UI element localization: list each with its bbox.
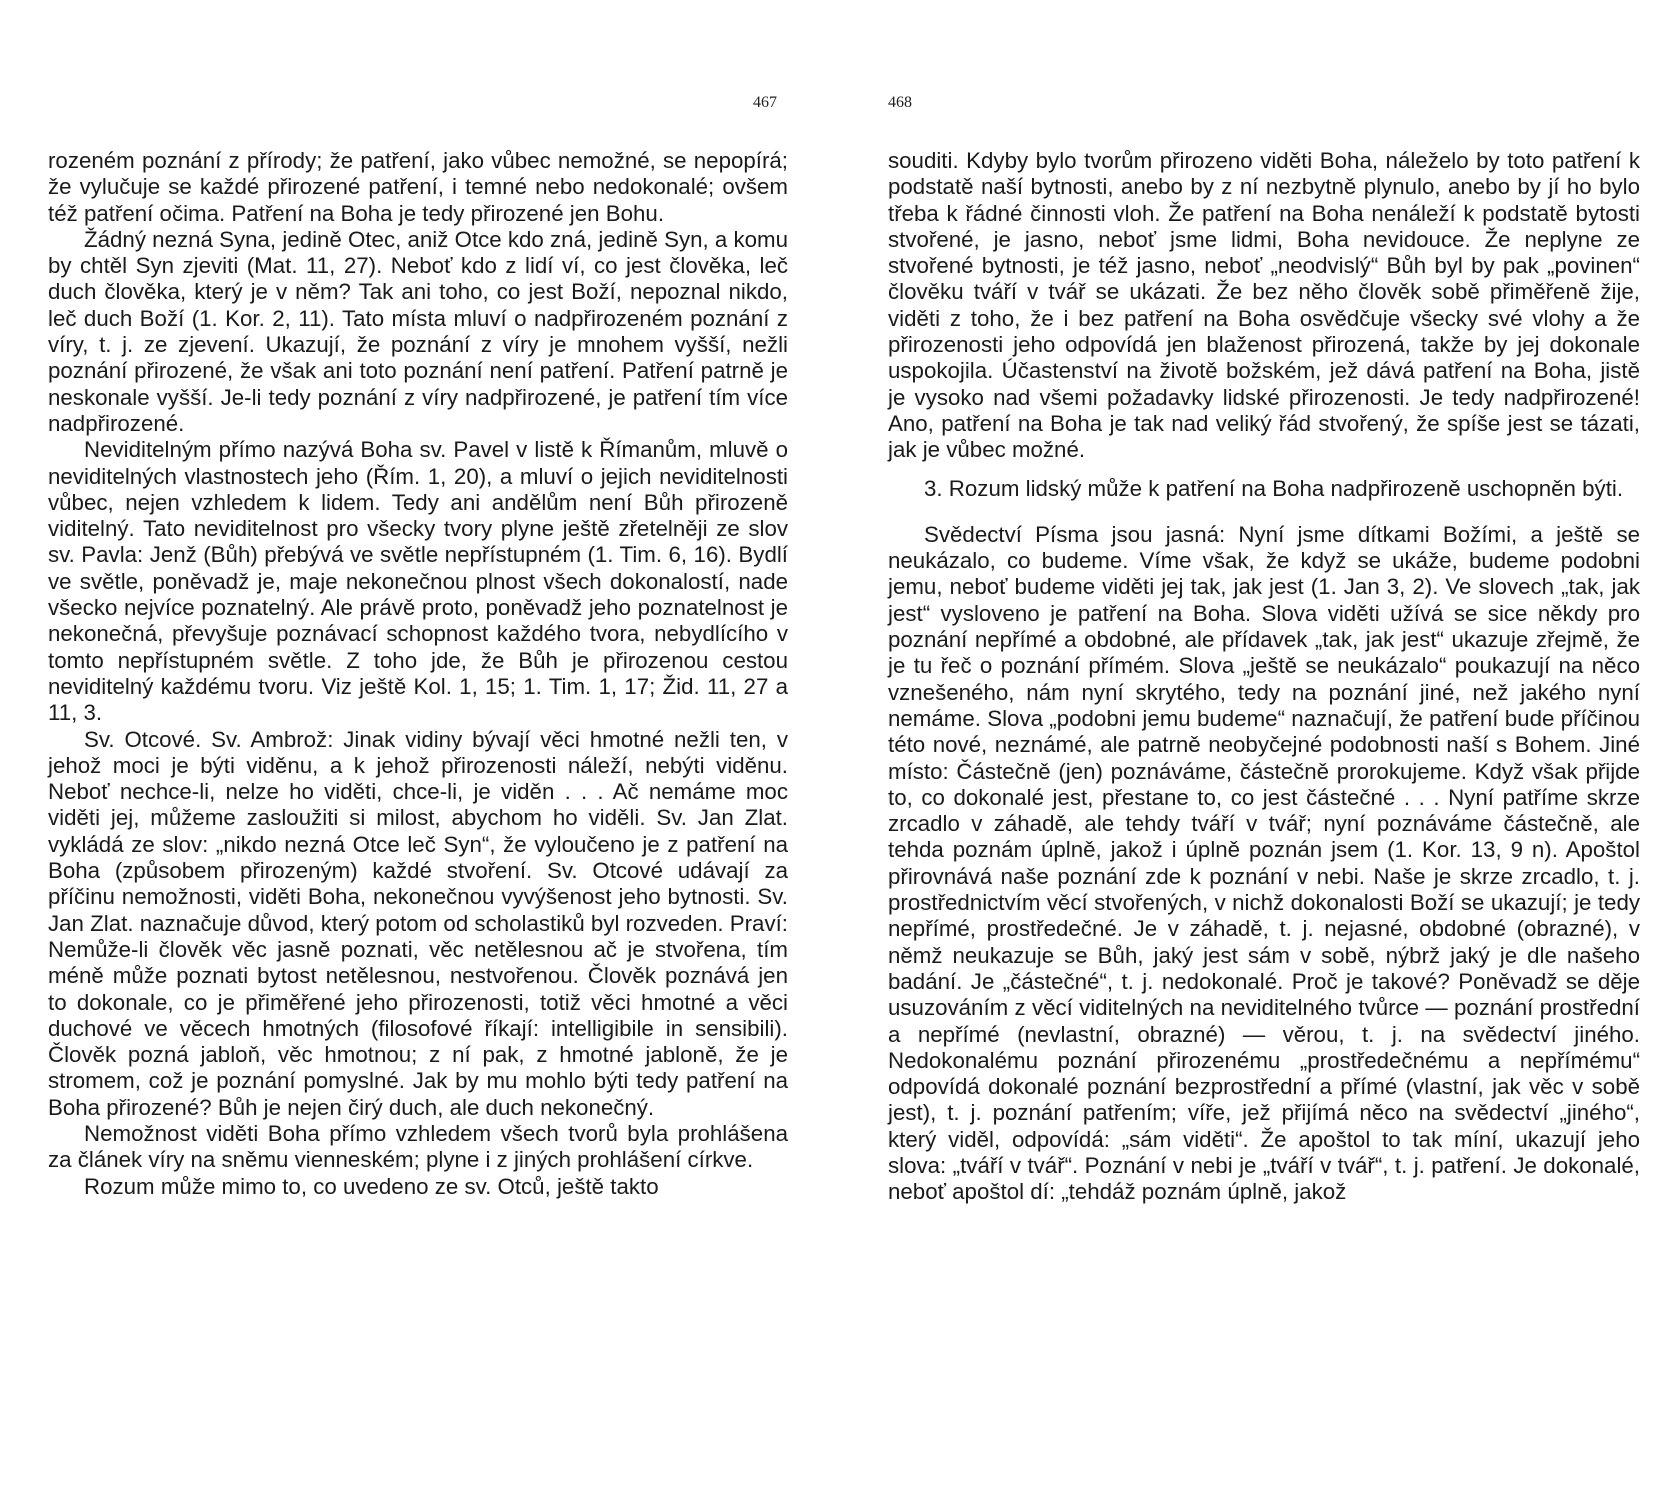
- left-page: [48, 0, 788, 1500]
- paragraph: Nemožnost viděti Boha přímo vzhledem všech tvorů byla prohlášena za článek víry na sněmu vienneském; plyne i z jiných prohlášení církve.: [48, 1120, 788, 1173]
- paragraph: Sv. Otcové. Sv. Ambrož: Jinak vidiny bývají věci hmotné nežli ten, v jehož moci je býti viděnu, a k jehož přirozenosti náleží, nebýti viděnu. Neboť nechce-li, nelze ho viděti, chce-li, je viděn . . . Ač nemáme moc viděti jej, můžeme zasloužiti si milost, abychom ho viděli. Sv. Jan Zlat. vykládá ze slov: „nikdo nezná Otce leč Syn“, že vyloučeno je z patření na Boha (způsobem přirozeným) každé stvoření. Sv. Otcové udávají za příčinu nemožnosti, viděti Boha, nekonečnou vyvýšenost jeho bytnosti. Sv. Jan Zlat. naznačuje důvod, který potom od scholastiků byl rozveden. Praví: Nemůže-li člověk věc jasně poznati, věc netělesnou ač je stvořena, tím méně může poznati bytost netělesnou, nestvořenou. Člověk poznává jen to dokonale, co je přiměřené jeho přirozenosti, totiž věci hmotné a věci duchové ve věcech hmotných (filosofové říkají: intelligibile in sensibili). Člověk pozná jabloň, věc hmotnou; z ní pak, z hmotné jabloně, že je stromem, což je poznání pomyslné. Jak by mu mohlo býti tedy patření na Boha přirozené? Bůh je nejen čirý duch, ale duch nekonečný.: [48, 726, 788, 1120]
- paragraph: Rozum může mimo to, co uvedeno ze sv. Otců, ještě takto: [84, 1173, 659, 1199]
- right-page-text: [888, 148, 1640, 1206]
- paragraph: rozeném poznání z přírody; že patření, jako vůbec nemožné, se nepopírá; že vylučuje se každé přirozené patření, i temné nebo nedokonalé; ovšem též patření očima. Patření na Boha je tedy přirozené jen Bohu.: [48, 148, 788, 226]
- right-page: [888, 0, 1640, 1500]
- paragraph: Svědectví Písma jsou jasná: Nyní jsme dítkami Božími, a ještě se neukázalo, co budeme. Víme však, že když se ukáže, budeme podobni jemu, neboť budeme viděti jej tak, jak jest (1. Jan 3, 2). Ve slovech „tak, jak jest“ vysloveno je patření na Boha. Slova viděti užívá se sice někdy pro poznání nepřímé a obdobné, ale přídavek „tak, jak jest“ ukazuje zřejmě, že je tu řeč o poznání přímém. Slova „ještě se neukázalo“ poukazují na něco vznešeného, nám nyní skrytého, tedy na poznání jiné, než jakého nyní nemáme. Slova „podobni jemu budeme“ naznačují, že patření bude příčinou této nové, neznámé, ale patrně neobyčejné podobnosti naší s Bohem. Jiné místo: Částečně (jen) poznáváme, částečně prorokujeme. Když však přijde to, co dokonalé jest, přestane to, co jest částečné . . . Nyní patříme skrze zrcadlo v záhadě, ale tehdy tváří v tvář; nyní poznáváme částečně, ale tehda poznám úplně, jakož i úplně poznán jsem (1. Kor. 13, 9 n). Apoštol přirovnává naše poznání zde k poznání v nebi. Naše je skrze zrcadlo, t. j. prostřednictvím věcí stvořených, v nichž dokonalosti Boží se ukazují; je tedy nepřímé, prostředečné. Je v záhadě, t. j. nejasné, obdobné (obrazné), v němž neukazuje se Bůh, jaký jest sám v sobě, nýbrž jaký je dle našeho badání. Je „částečné“, t. j. nedokonalé. Proč je takové? Poněvadž se děje usuzováním z věcí viditelných na neviditelného tvůrce — poznání prostřední a nepřímé (nevlastní, obrazné) — věrou, t. j. na svědectví jiného. Nedokonalému poznání přirozenému „prostředečnému a nepřímému“ odpovídá dokonalé poznání bezprostřední a přímé (vlastní, jak věc v sobě jest), t. j. poznání patřením; víře, jež přijímá něco na svědectví „jiného“, který viděl, odpovídá: „sám viděti“. Že apoštol to tak míní, ukazují jeho slova: „tváří v tvář“. Poznání v nebi je „tváří v tvář“, t. j. patření. Je dokonalé, neboť apoštol dí: „tehdáž poznám úplně, jakož: [888, 521, 1640, 1205]
- paragraph: Žádný nezná Syna, jedině Otec, aniž Otce kdo zná, jedině Syn, a komu by chtěl Syn zjeviti (Mat. 11, 27). Neboť kdo z lidí ví, co jest člověka, leč duch člověka, který je v něm? Tak ani toho, co jest Boží, nepoznal nikdo, leč duch Boží (1. Kor. 2, 11). Tato místa mluví o nadpřirozeném poznání z víry, t. j. ze zjevení. Ukazují, že poznání z víry je mnohem vyšší, nežli poznání přirozené, že však ani toto poznání není patření. Patření patrně je neskonale vyšší. Je-li tedy poznání z víry nadpřirozené, je patření tím více nadpřirozené.: [48, 226, 788, 436]
- left-page-text: [48, 148, 788, 1200]
- right-page-number: 468: [888, 94, 912, 111]
- paragraph: Neviditelným přímo nazývá Boha sv. Pavel v listě k Římanům, mluvě o neviditelných vlastnostech jeho (Řím. 1, 20), a mluví o jejich neviditelnosti vůbec, nejen vzhledem k lidem. Tedy ani andělům není Bůh přirozeně viditelný. Tato neviditelnost pro všecky tvory plyne ještě zřetelněji ze slov sv. Pavla: Jenž (Bůh) přebývá ve světle nepřístupném (1. Tim. 6, 16). Bydlí ve světle, poněvadž je, maje nekonečnou plnost všech dokonalostí, nade všecko nejvíce poznatelný. Ale právě proto, poněvadž jeho poznatelnost je nekonečná, převyšuje poznávací schopnost každého tvora, nebydlícího v tomto nepřístupném světle. Z toho jde, že Bůh je přirozenou cestou neviditelný každému tvoru. Viz ještě Kol. 1, 15; 1. Tim. 1, 17; Žid. 11, 27 a 11, 3.: [48, 437, 788, 726]
- paragraph: souditi. Kdyby bylo tvorům přirozeno viděti Boha, náleželo by toto patření k podstatě naší bytnosti, anebo by z ní nezbytně plynulo, anebo by jí ho bylo třeba k řádné činnosti vloh. Že patření na Boha nenáleží k podstatě bytosti stvořené, je jasno, neboť jsme lidmi, Boha nevidouce. Že neplyne ze stvořené bytnosti, je též jasno, neboť „neodvislý“ Bůh byl by pak „povinen“ člověku tváří v tvář se ukázati. Že bez něho člověk sobě přiměřeně žije, viděti z toho, že i bez patření na Boha osvědčuje všecky své vlohy a že přirozenosti jeho odpovídá jen blaženost přirozená, takže by jej dokonale uspokojila. Účastenství na životě božském, jež dává patření na Boha, jistě je vysoko nad všemi požadavky lidské přirozenosti. Je tedy nadpřirozené! Ano, patření na Boha je tak nad veliký řád stvořený, že spíše jest se tázati, jak je vůbec možné.: [888, 148, 1640, 463]
- left-page-number: 467: [753, 94, 777, 111]
- section-heading: 3. Rozum lidský může k patření na Boha nadpřirozeně uschopněn býti.: [924, 475, 1624, 501]
